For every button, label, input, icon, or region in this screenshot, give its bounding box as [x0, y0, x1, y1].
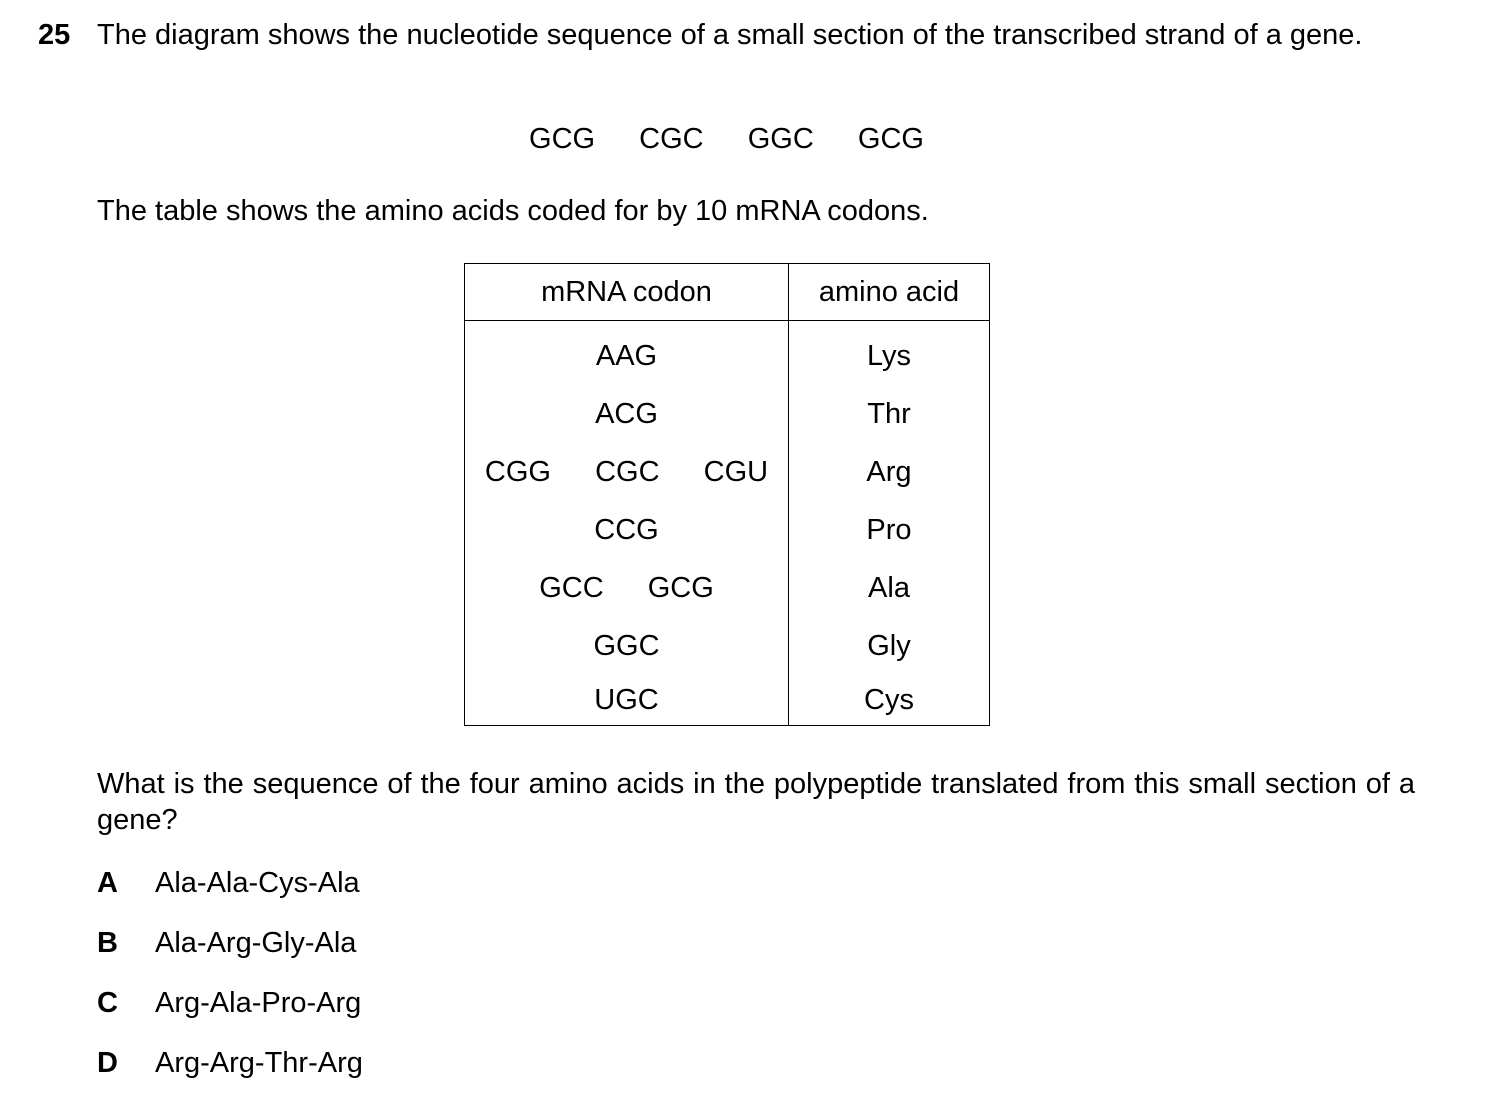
question-prompt-text: What is the sequence of the four amino acids in the polypeptide translated from this small section of a gene? — [97, 768, 1415, 836]
option-letter: C — [97, 987, 118, 1019]
amino-acid-cell: Ala — [789, 559, 990, 617]
amino-acid-cell: Lys — [789, 321, 990, 386]
option-text: Arg-Ala-Pro-Arg — [155, 987, 362, 1019]
codon-table-header-row — [465, 264, 990, 321]
codon-table — [464, 263, 990, 726]
codon-cell: CGG CGC CGU — [465, 443, 789, 501]
nucleotide-sequence: GCG CGC GGC GCG — [529, 123, 924, 155]
option-letter: A — [97, 867, 118, 899]
table-intro-text: The table shows the amino acids coded for by 10 mRNA codons. — [97, 195, 929, 227]
codon-cell: UGC — [465, 675, 789, 726]
table-row — [465, 385, 990, 443]
option-letter: B — [97, 927, 118, 959]
option-b[interactable] — [97, 924, 363, 984]
codon-cell: GGC — [465, 617, 789, 675]
amino-acid-cell: Pro — [789, 501, 990, 559]
option-text: Ala-Ala-Cys-Ala — [155, 867, 360, 899]
table-row — [465, 501, 990, 559]
question-intro-text: The diagram shows the nucleotide sequence of a small section of the transcribed strand of a gene. — [97, 19, 1363, 51]
option-text: Arg-Arg-Thr-Arg — [155, 1047, 363, 1079]
codon-cell: ACG — [465, 385, 789, 443]
codon-cell: AAG — [465, 321, 789, 386]
amino-acid-column-header: amino acid — [789, 264, 990, 321]
codon-cell: CCG — [465, 501, 789, 559]
table-row — [465, 617, 990, 675]
answer-options — [97, 864, 363, 1104]
amino-acid-cell: Gly — [789, 617, 990, 675]
amino-acid-cell: Arg — [789, 443, 990, 501]
table-row — [465, 321, 990, 386]
amino-acid-cell: Thr — [789, 385, 990, 443]
option-letter: D — [97, 1047, 118, 1079]
codon-column-header: mRNA codon — [465, 264, 789, 321]
option-a[interactable] — [97, 864, 363, 924]
amino-acid-cell: Cys — [789, 675, 990, 726]
option-text: Ala-Arg-Gly-Ala — [155, 927, 357, 959]
question-number: 25 — [38, 19, 71, 51]
table-row — [465, 675, 990, 726]
option-c[interactable] — [97, 984, 363, 1044]
codon-cell: GCC GCG — [465, 559, 789, 617]
table-row — [465, 443, 990, 501]
table-row — [465, 559, 990, 617]
option-d[interactable] — [97, 1044, 363, 1104]
